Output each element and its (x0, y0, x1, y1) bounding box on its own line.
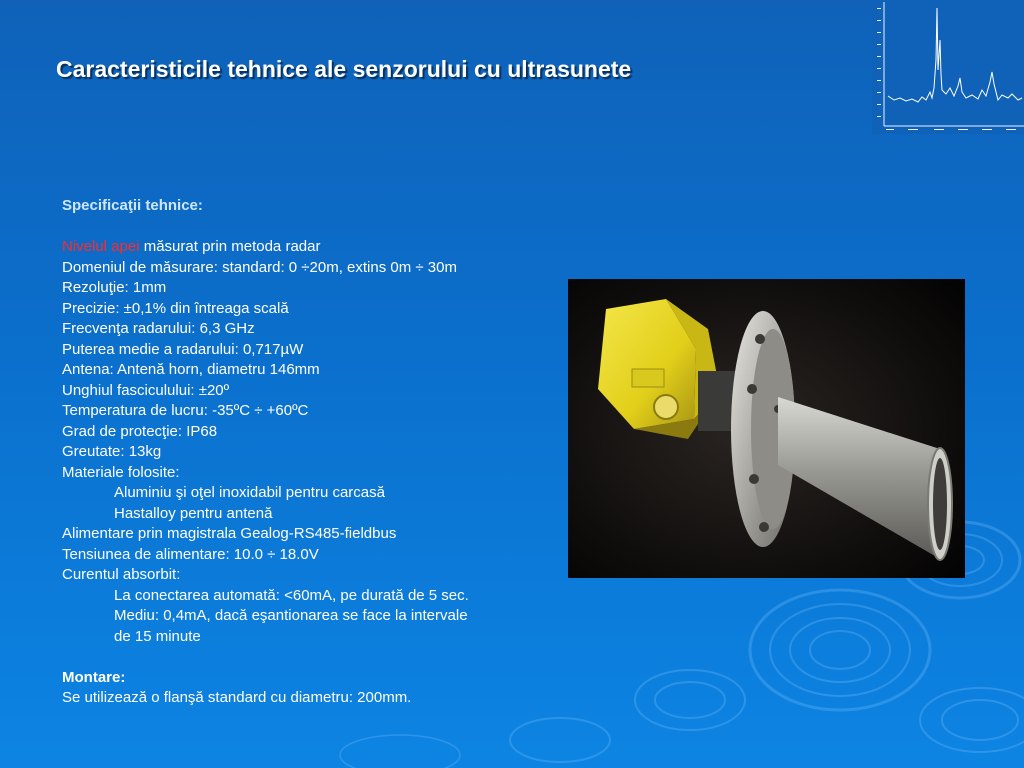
spec-item: Puterea medie a radarului: 0,717µW (62, 340, 304, 358)
spec-item: Rezoluţie: 1mm (62, 279, 167, 296)
current-item: de 15 minute (114, 627, 201, 645)
current-item: La conectarea automată: <60mA, pe durată de 5 sec. (114, 586, 469, 604)
material-item: Aluminiu şi oţel inoxidabil pentru carcasă (114, 484, 385, 501)
spec-item: Unghiul fasciculului: ±20º (62, 381, 230, 399)
material-item: Hastalloy pentru antenă (114, 504, 273, 522)
spectrum-graph-image (872, 0, 1024, 134)
power-item: Tensiunea de alimentare: 10.0 ÷ 18.0V (62, 545, 319, 563)
spec-item: Precizie: ±0,1% din întreaga scală (62, 299, 289, 317)
spec-item: Temperatura de lucru: -35ºC ÷ +60ºC (62, 402, 309, 419)
spacer (62, 217, 542, 238)
spec-level-line (62, 237, 542, 258)
spacer (62, 647, 542, 668)
mount-heading: Montare: (62, 668, 126, 686)
technical-specifications (62, 196, 542, 709)
spec-level-label: Nivelul apei (62, 238, 140, 255)
spec-item: Antena: Antenă horn, diametru 146mm (62, 361, 320, 378)
spec-item: Grad de protecţie: IP68 (62, 422, 218, 440)
power-item: Curentul absorbit: (62, 566, 181, 583)
spec-item: Greutate: 13kg (62, 443, 162, 460)
spec-item: Domeniul de măsurare: standard: 0 ÷20m, extins 0m ÷ 30m (62, 258, 457, 276)
spec-item: Frecvenţa radarului: 6,3 GHz (62, 320, 255, 337)
slide-title: Caracteristicile tehnice ale senzorului cu ultrasunete (56, 56, 632, 82)
spec-item: Materiale folosite: (62, 463, 180, 481)
radar-sensor-photo (568, 279, 965, 578)
power-item: Alimentare prin magistrala Gealog-RS485-fieldbus (62, 525, 397, 542)
mount-text: Se utilizează o flanşă standard cu diametru: 200mm. (62, 689, 412, 706)
current-item: Mediu: 0,4mA, dacă eşantionarea se face la intervale (114, 607, 468, 624)
specs-heading: Specificaţii tehnice: (62, 197, 203, 214)
spec-level-rest: măsurat prin metoda radar (139, 238, 321, 255)
